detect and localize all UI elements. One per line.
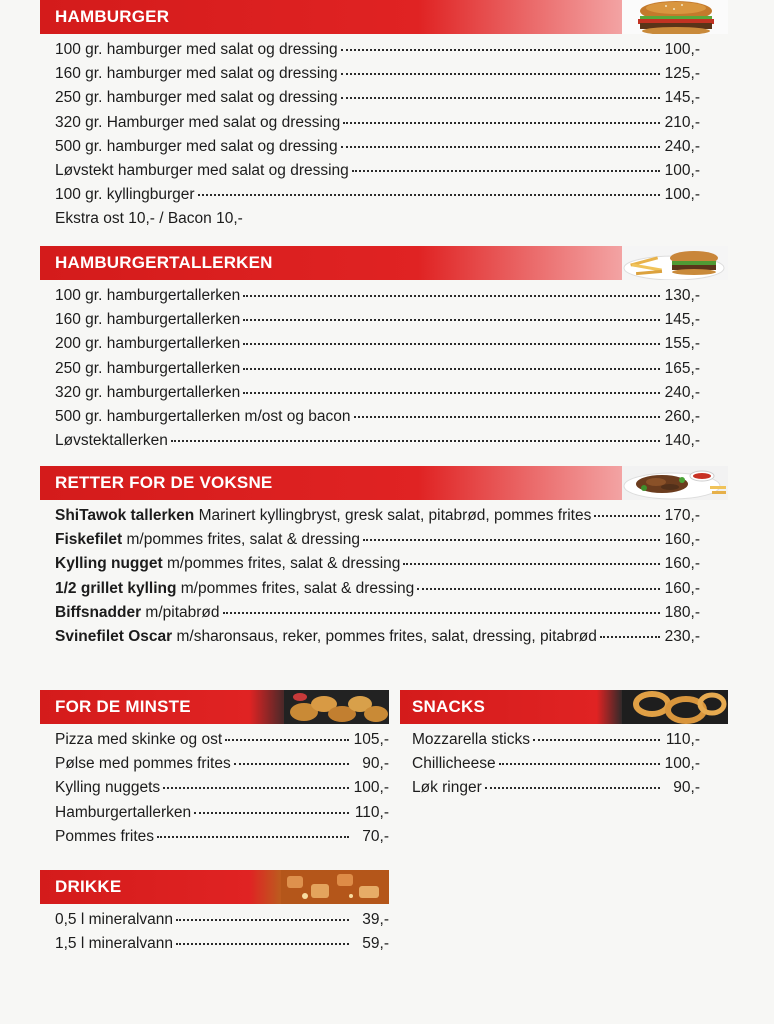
menu-item: [55, 183, 700, 207]
item-description: m/pommes frites, salat & dressing: [122, 531, 360, 549]
menu-item: [55, 429, 700, 453]
leader-dots: [171, 440, 660, 442]
menu-item: [55, 405, 700, 429]
leader-dots: [533, 739, 660, 741]
voksne-list: [40, 500, 728, 649]
leader-dots: [243, 319, 660, 321]
section-drikke: [40, 870, 389, 956]
section-title: FOR DE MINSTE: [55, 697, 191, 716]
section-header-hamburger: [40, 0, 728, 34]
leader-dots: [417, 588, 660, 590]
item-price: 100,-: [664, 186, 700, 204]
item-price: 130,-: [664, 287, 700, 304]
leader-dots: [198, 194, 660, 196]
minste-list: [40, 724, 389, 849]
menu-item: [55, 552, 700, 576]
item-price: 90,-: [673, 779, 700, 797]
item-name: Løvstektallerken: [55, 432, 168, 450]
leader-dots: [157, 836, 349, 838]
section-header-tallerken: [40, 246, 728, 280]
item-description: m/pitabrød: [141, 603, 220, 621]
onion-rings-photo-icon: [622, 690, 728, 724]
leader-dots: [225, 739, 349, 741]
item-name: Pølse med pommes frites: [55, 755, 231, 773]
section-header-voksne: [40, 466, 728, 500]
item-name: Hamburgertallerken: [55, 803, 192, 821]
item-title: 1/2 grillet kylling: [55, 579, 177, 597]
item-name: Pommes frites: [55, 827, 155, 845]
item-price: 125,-: [664, 65, 700, 83]
leader-dots: [234, 763, 349, 765]
menu-item: [55, 908, 389, 932]
item-name: Løvstekt hamburger med salat og dressing: [55, 161, 349, 179]
menu-item: [55, 332, 700, 356]
snacks-list: [400, 724, 728, 801]
extras-text: Ekstra ost 10,- / Bacon 10,-: [55, 210, 243, 228]
section-header-minste: [40, 690, 389, 724]
item-name: 160 gr. hamburger med salat og dressing: [55, 65, 338, 83]
item-price: 100,-: [353, 779, 389, 797]
item-price: 240,-: [664, 383, 700, 401]
leader-dots: [354, 416, 660, 418]
item-price: 100,-: [664, 755, 700, 773]
item-name: Pizza med skinke og ost: [55, 731, 223, 748]
item-name: 320 gr. Hamburger med salat og dressing: [55, 113, 341, 131]
meat-plate-photo-icon: [622, 466, 728, 500]
item-price: 110,-: [665, 731, 700, 748]
item-title: Svinefilet Oscar: [55, 627, 173, 645]
item-price: 90,-: [362, 755, 389, 773]
leader-dots: [499, 763, 660, 765]
item-name: 100 gr. hamburgertallerken: [55, 287, 241, 304]
section-hamburger: [40, 0, 728, 232]
item-price: 39,-: [362, 911, 389, 928]
leader-dots: [594, 515, 660, 517]
menu-item: [55, 86, 700, 110]
leader-dots: [243, 392, 660, 394]
menu-item: [55, 111, 700, 135]
menu-item: [55, 284, 700, 308]
menu-item: [55, 577, 700, 601]
item-name: 500 gr. hamburger med salat og dressing: [55, 137, 338, 155]
menu-item: [412, 728, 700, 752]
item-title: Fiskefilet: [55, 531, 123, 549]
item-name: 200 gr. hamburgertallerken: [55, 335, 241, 353]
menu-item: [55, 801, 389, 825]
leader-dots: [341, 146, 660, 148]
item-title: Kylling nugget: [55, 555, 163, 573]
item-price: 100,-: [664, 161, 700, 179]
item-price: 160,-: [664, 555, 700, 573]
menu-item: [55, 601, 700, 625]
item-name: Chillicheese: [412, 755, 496, 773]
menu-item: [55, 357, 700, 381]
leader-dots: [243, 343, 660, 345]
menu-item: [55, 776, 389, 800]
leader-dots: [163, 787, 349, 789]
section-title: RETTER FOR DE VOKSNE: [55, 473, 273, 492]
leader-dots: [176, 919, 349, 921]
item-name: 160 gr. hamburgertallerken: [55, 311, 241, 329]
item-price: 260,-: [664, 407, 700, 425]
drikke-list: [40, 904, 389, 956]
burger-plate-photo-icon: [622, 246, 728, 280]
leader-dots: [352, 170, 660, 172]
menu-item: [55, 38, 700, 62]
section-title: HAMBURGER: [55, 7, 170, 26]
leader-dots: [363, 539, 660, 541]
item-price: 105,-: [353, 731, 389, 748]
item-price: 100,-: [664, 41, 700, 58]
leader-dots: [403, 563, 660, 565]
item-name: [55, 528, 360, 552]
section-minste: [40, 690, 389, 849]
leader-dots: [223, 612, 660, 614]
hamburger-list: [40, 34, 728, 232]
item-price: 145,-: [664, 89, 700, 107]
leader-dots: [600, 636, 660, 638]
item-name: [55, 504, 591, 528]
item-name: 0,5 l mineralvann: [55, 911, 174, 928]
section-tallerken: [40, 246, 728, 453]
item-name: 320 gr. hamburgertallerken: [55, 383, 241, 401]
leader-dots: [343, 122, 660, 124]
item-name: 250 gr. hamburger med salat og dressing: [55, 89, 338, 107]
menu-item: [55, 528, 700, 552]
item-price: 180,-: [664, 603, 700, 621]
menu-item: [55, 625, 700, 649]
leader-dots: [194, 812, 349, 814]
item-price: 170,-: [664, 507, 700, 524]
section-snacks: [400, 690, 728, 801]
menu-item: [55, 932, 389, 956]
item-price: 140,-: [664, 432, 700, 450]
leader-dots: [341, 73, 660, 75]
nuggets-photo-icon: [284, 690, 389, 724]
item-price: 155,-: [664, 335, 700, 353]
item-price: 70,-: [362, 827, 389, 845]
menu-item: [55, 825, 389, 849]
section-title: DRIKKE: [55, 877, 122, 896]
leader-dots: [243, 295, 660, 297]
item-name: [55, 601, 220, 625]
menu-item: [55, 62, 700, 86]
menu-item: [55, 308, 700, 332]
item-price: 145,-: [664, 311, 700, 329]
item-description: m/pommes frites, salat & dressing: [176, 579, 415, 597]
item-name: Mozzarella sticks: [412, 731, 530, 748]
item-price: 210,-: [664, 113, 700, 131]
menu-item: [55, 159, 700, 183]
leader-dots: [341, 49, 660, 51]
menu-item: [412, 752, 700, 776]
menu-item: [55, 504, 700, 528]
item-description: m/pommes frites, salat & dressing: [162, 555, 401, 573]
extras-note: [55, 207, 728, 231]
item-name: [55, 625, 597, 649]
section-header-snacks: [400, 690, 728, 724]
burger-photo-icon: [622, 0, 728, 34]
item-description: m/sharonsaus, reker, pommes frites, salat, dressing, pitabrød: [172, 627, 597, 645]
item-price: 110,-: [354, 803, 389, 821]
item-name: 500 gr. hamburgertallerken m/ost og bacon: [55, 407, 351, 425]
section-title: SNACKS: [412, 697, 485, 716]
section-voksne: [40, 466, 728, 649]
item-price: 160,-: [664, 531, 700, 549]
leader-dots: [176, 943, 349, 945]
tallerken-list: [40, 280, 728, 453]
item-price: 230,-: [664, 627, 700, 645]
leader-dots: [243, 368, 660, 370]
item-name: [55, 552, 400, 576]
leader-dots: [341, 97, 660, 99]
menu-item: [412, 776, 700, 800]
item-name: 1,5 l mineralvann: [55, 935, 174, 953]
item-name: 100 gr. kyllingburger: [55, 186, 195, 204]
leader-dots: [485, 787, 660, 789]
item-price: 160,-: [664, 579, 700, 597]
item-price: 165,-: [664, 359, 700, 377]
section-title: HAMBURGERTALLERKEN: [55, 253, 273, 272]
item-title: ShiTawok tallerken: [55, 507, 195, 524]
item-price: 59,-: [362, 935, 389, 953]
item-name: Kylling nuggets: [55, 779, 161, 797]
menu-item: [55, 135, 700, 159]
menu-item: [55, 728, 389, 752]
section-header-drikke: [40, 870, 389, 904]
item-name: 250 gr. hamburgertallerken: [55, 359, 241, 377]
menu-item: [55, 381, 700, 405]
menu-item: [55, 752, 389, 776]
item-price: 240,-: [664, 137, 700, 155]
item-description: Marinert kyllingbryst, gresk salat, pitabrød, pommes frites: [194, 507, 592, 524]
item-name: [55, 577, 414, 601]
item-name: Løk ringer: [412, 779, 482, 797]
item-title: Biffsnadder: [55, 603, 142, 621]
soda-ice-photo-icon: [281, 870, 389, 904]
item-name: 100 gr. hamburger med salat og dressing: [55, 41, 338, 58]
